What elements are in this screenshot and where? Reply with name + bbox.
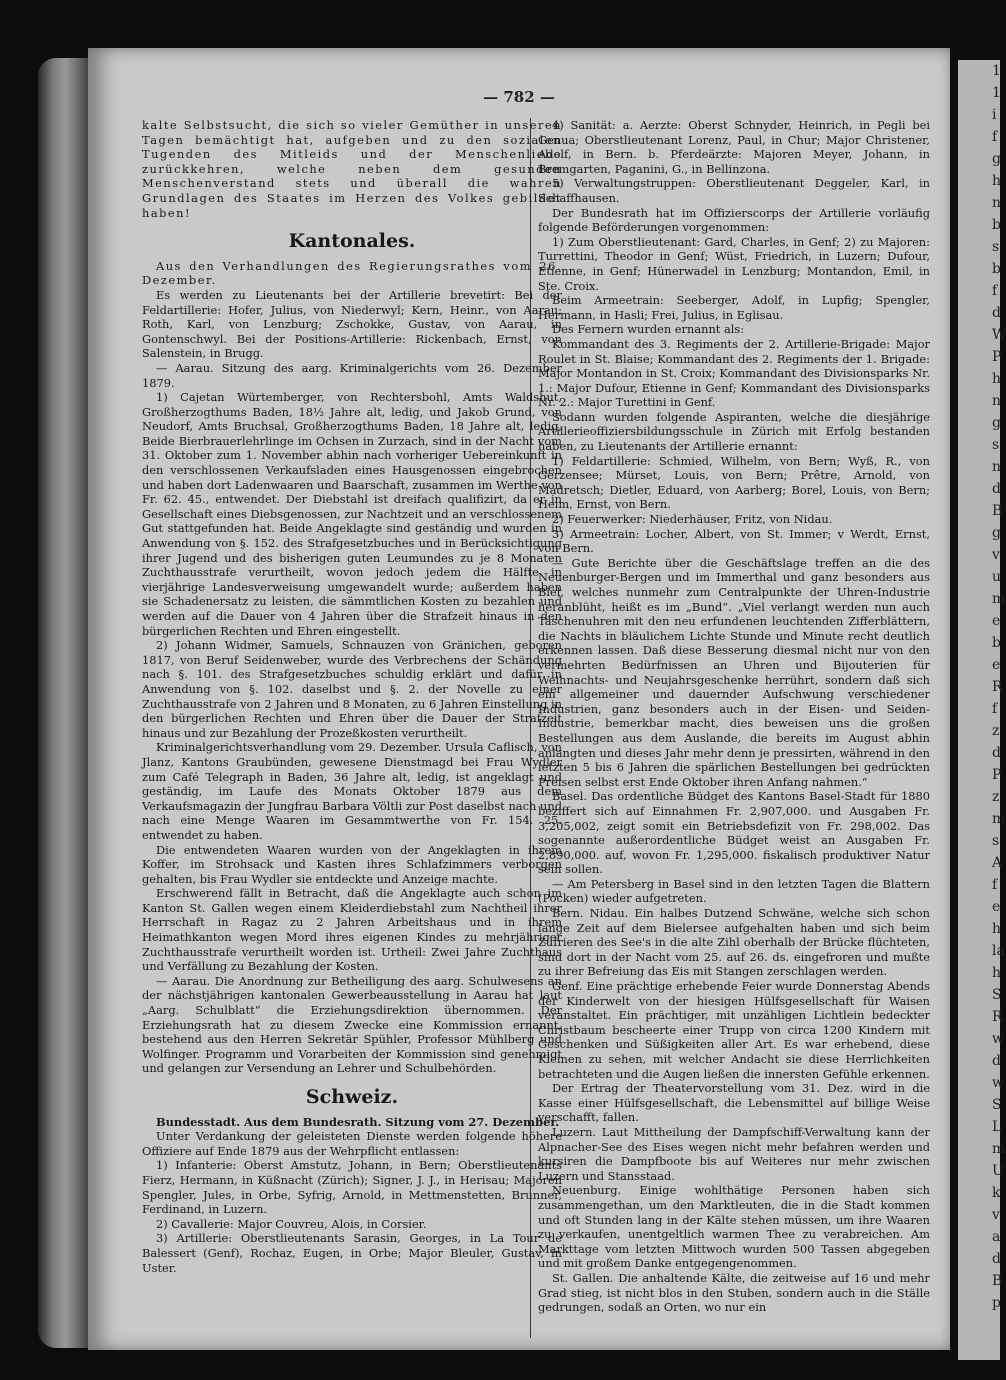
article-paragraph: 2) Cavallerie: Major Couvreu, Alois, in Corsier. bbox=[156, 1216, 427, 1231]
page-header bbox=[88, 88, 950, 106]
next-page-fragment: m bbox=[992, 811, 1006, 827]
article-paragraph: 3) Armeetrain: Locher, Albert, von St. Immer; v Werdt, Ernst, von Bern. bbox=[538, 526, 930, 556]
next-page-fragment: b bbox=[992, 261, 1001, 277]
article-paragraph: Unter Verdankung der geleisteten Dienste werden folgende höhere Offiziere auf Ende 1879 aus der Wehrpflicht entlassen: bbox=[142, 1129, 562, 1158]
next-page-fragment: d bbox=[992, 1053, 1001, 1069]
article-paragraph: — Aarau. Die Anordnung zur Betheiligung des aarg. Schulwesens an der nächstjährigen kantonalen Gewerbeausstellung in Aarau hat laut „Aarg. Schulblatt“ die Erziehungsdirektion übernommen. Der Erziehungsrath hat zu diesem Zwecke eine Kommission ernannt, bestehend aus den Herren Sekretär Spühler, Professor Mühlberg und Wolfinger. Programm und Vorarbeiten der Kommission sind genehmigt und gelangen zur Versendung an Lehrer und Schulbehörden. bbox=[142, 973, 562, 1076]
next-page-fragment: f bbox=[992, 877, 998, 893]
next-page-fragment: z bbox=[992, 789, 1000, 805]
next-page-strip bbox=[958, 60, 1006, 1360]
next-page-fragment: d bbox=[992, 745, 1001, 761]
next-page-fragment: s bbox=[992, 239, 1000, 255]
next-page-fragment: h bbox=[992, 965, 1002, 981]
article-paragraph: — Gute Berichte über die Geschäftslage treffen an die des Neuenburger-Bergen und im Immerthal und ganz besonders aus Biel, welches nunmehr zum Centralpunkte der Uhren-Industrie heranblüht, heißt es im „Bund“. „Viel verlangt werden nun auch Taschenuhren mit den neu erfundenen leuchtenden Zifferblättern, die Nachts in bläulichem Lichte Stunde und Minute recht deutlich erkennen lassen. Daß diese Besserung diesmal nicht nur von den vermehrten Bedürfnissen an Uhren und Bijouterien für Weihnachts- und Neujahrsgeschenke herrührt, sondern daß sich ein allgemeiner und dauernder Aufschwung verschiedener Industrien, ganz besonders auch in der Eisen- und Seiden-Industrie, bemerkbar macht, dies beweisen uns die großen Bestellungen aus dem Auslande, die bereits im August abhin anlangten und dieses Jahr mehr denn je pressirten, während in den letzten 5 bis 6 Jahren die spärlichen Bestellungen bei gedrückten Preisen selbst erst Ende Oktober ihren Anfang nahmen.“ bbox=[538, 555, 930, 789]
next-page-fragment: h bbox=[992, 921, 1002, 937]
next-page-fragment: P bbox=[992, 767, 1002, 783]
next-page-fragment: n bbox=[992, 459, 1002, 475]
article-paragraph: 1) Infanterie: Oberst Amstutz, Johann, in Bern; Oberstlieutenants Fierz, Hermann, in Küßnacht (Zürich); Signer, J. J., in Herisau; Majoren Spengler, Jules, in Orbe, Syfrig, Arnold, in Mettmenstetten, Brunner, Ferdinand, in Luzern. bbox=[142, 1158, 562, 1217]
next-page-fragment: e bbox=[992, 657, 1001, 673]
next-page-fragment: i bbox=[992, 107, 997, 123]
article-paragraph: — Am Petersberg in Basel sind in den letzten Tagen die Blattern (Pocken) wieder aufgetreten. bbox=[538, 876, 930, 906]
next-page-fragment: f bbox=[992, 129, 998, 145]
article-paragraph: Neuenburg. Einige wohlthätige Personen haben sich zusammengethan, um den Marktleuten, die in die Stadt kommen und oft Stunden lang in der Kälte stehen müssen, um ihre Waaren zu verkaufen, unentgeltlich warmen Thee zu verabreichen. Am Markttage vom letzten Mittwoch wurden 500 Tassen abgegeben und mit großem Danke entgegengenommen. bbox=[538, 1183, 930, 1271]
article-paragraph: Basel. Das ordentliche Büdget des Kantons Basel-Stadt für 1880 beziffert sich auf Einnahmen Fr. 2,907,000. und Ausgaben Fr. 3,205,002, zeigt somit ein Betriebsdefizit von Fr. 298,002. Das sogenannte außerordentliche Büdget weist an Ausgaben Fr. 2,890,000. auf, wovon Fr. 1,295,000. fiskalisch produktiver Natur sein sollen. bbox=[538, 789, 930, 877]
article-paragraph: Die entwendeten Waaren wurden von der Angeklagten in ihrem Koffer, im Strohsack und Kasten ihres Schlafzimmers verborgen gehalten, bis Frau Wydler sie entdeckte und Anzeige machte. bbox=[142, 842, 562, 886]
next-page-fragment: v bbox=[992, 1207, 1000, 1223]
article-paragraph: Kommandant des 3. Regiments der 2. Artillerie-Brigade: Major Roulet in St. Blaise; Kommandant des 2. Regiments der 1. Brigade: Major Montandon in St. Croix; Kommandant des Divisionsparks Nr. 1.: Major Dufour, Etienne in Genf; Kommandant des Divisionsparks Nr. 2.: Major Turettini in Genf. bbox=[538, 336, 930, 410]
article-paragraph: Beim Armeetrain: Seeberger, Adolf, in Lupfig; Spengler, Hermann, in Hasli; Frei, Julius, in Eglisau. bbox=[538, 293, 930, 322]
article-paragraph: Der Bundesrath hat im Offizierscorps der Artillerie vorläufig folgende Beförderungen vorgenommen: bbox=[538, 205, 930, 235]
article-paragraph: Kriminalgerichtsverhandlung vom 29. Dezember. Ursula Caflisch, von Jlanz, Kantons Graubünden, gewesene Dienstmagd bei Frau Wydler zum Café Telegraph in Baden, 36 Jahre alt, ledig, ist angeklagt und geständig, im Laufe des Monats Oktober 1879 aus dem Verkaufsmagazin der Jungfrau Barbara Völtli zur Post daselbst nach und nach eine Menge Waaren im Gesammtwerthe von Fr. 154. 25. entwendet zu haben. bbox=[142, 740, 562, 842]
article-paragraph: Genf. Eine prächtige erhebende Feier wurde Donnerstag Abends der Kinderwelt von der hiesigen Hülfsgesellschaft für Waisen veranstaltet. Ein prächtiger, mit unzähligen Lichtlein bedeckter Christbaum bescheerte einer Trupp von circa 1200 Kindern mit Geschenken und Süßigkeiten aller Art. Es war erhebend, diese Kleinen zu sehen, mit welcher Andacht sie diese Herrlichkeiten betrachteten und die Augen ließen die innersten Gefühle erkennen. bbox=[538, 979, 930, 1081]
next-page-fragment: e bbox=[992, 899, 1001, 915]
next-page-fragment: b bbox=[992, 217, 1001, 233]
left-column bbox=[142, 118, 562, 1275]
article-paragraph: 1) Feldartillerie: Schmied, Wilhelm, von Bern; Wyß, R., von Gerzensee; Mürset, Louis, von Bern; Prêtre, Arnold, von Madretsch; Dietler, Eduard, von Aarberg; Borel, Louis, von Bern; Heim, Ernst, von Bern. bbox=[538, 453, 930, 512]
article-paragraph: Bern. Nidau. Ein halbes Dutzend Schwäne, welche sich schon lange Zeit auf dem Bielersee aufgehalten haben und sich beim Zufrieren des See's in die alte Zihl oberhalb der Brücke flüchteten, sind dort in der Nacht vom 25. auf 26. ds. eingefroren und mußte zu ihrer Befreiung das Eis mit Stangen zerschlagen werden. bbox=[538, 906, 930, 979]
next-page-fragment: n bbox=[992, 393, 1002, 409]
next-page-fragment: z bbox=[992, 723, 1000, 739]
next-page-fragment: d bbox=[992, 481, 1001, 497]
next-page-fragment: p bbox=[992, 1295, 1001, 1311]
next-page-fragment: f bbox=[992, 701, 998, 717]
section-title-kantonales: Kantonales. bbox=[288, 230, 416, 253]
next-page-fragment: d bbox=[992, 305, 1001, 321]
article-paragraph: 1) Cajetan Würtemberger, von Rechtersbohl, Amts Waldshut, Großherzogthums Baden, 18½ Jahre alt, ledig, und Jakob Grund, von Neudorf, Amts Bruchsal, Großherzogthums Baden, 18 Jahre alt, ledig, Beide Bierbrauerlehrlinge im Ochsen in Zurzach, sind in der Nacht vom 31. Oktober zum 1. November abhin nach vorheriger Uebereinkunft in den verschlossenen Verkaufsladen eines Hausgenossen eingebrochen und haben dort Ladenwaaren und Baarschaft, zusammen im Werthe von Fr. 62. 45., entwendet. Der Diebstahl ist dreifach qualifizirt, da er in Gesellschaft eines Diebsgenossen, zur Nachtzeit und an verschlossenem Gut stattgefunden hat. Beide Angeklagte sind geständig und wurden in Anwendung von §. 152. des Strafgesetzbuches und in Berücksichtigung ihrer Jugend und des bisherigen guten Leumundes zu je 8 Monaten Zuchthausstrafe verurtheilt, wovon jedoch jedem die Hälfte in vierjährige Landesverweisung umgewandelt wurde; außerdem haben sie Schadenersatz zu leisten, die sämmtlichen Kosten zu bezahlen und werden auf die Dauer von 4 Jahren über die Strafzeit hinaus in den bürgerlichen Rechten und Ehren eingestellt. bbox=[142, 390, 562, 638]
next-page-fragment: g bbox=[992, 151, 1001, 167]
article-paragraph: 4) Sanität: a. Aerzte: Oberst Schnyder, Heinrich, in Pegli bei Genua; Oberstlieutenant Lorenz, Paul, in Chur; Major Christener, Adolf, in Bern. b. Pferdeärzte: Majoren Meyer, Johann, in Bremgarten, Paganini, G., in Bellinzona. bbox=[538, 118, 930, 176]
article-paragraph: 2) Johann Widmer, Samuels, Schnauzen von Gränichen, geboren 1817, von Beruf Seidenweber, wurde des Verbrechens der Schändung nach §. 101. des Strafgesetzbuches schuldig erklärt und dafür in Anwendung von §. 102. daselbst und §. 2. der Novelle zu einer Zuchthausstrafe von 2 Jahren und 8 Monaten, zu 6 Jahren Einstellung in den bürgerlichen Rechten und Ehren über die Dauer der Strafzeit hinaus und zur Bezahlung der Prozeßkosten verurtheilt. bbox=[142, 638, 563, 740]
next-page-fragment: b bbox=[992, 635, 1001, 651]
next-page-fragment: m bbox=[992, 591, 1006, 607]
next-page-fragment: w bbox=[992, 1031, 1004, 1047]
next-page-fragment: f bbox=[992, 283, 998, 299]
next-page-fragment: e bbox=[992, 613, 1001, 629]
next-page-fragment: R bbox=[992, 1009, 1003, 1025]
section-title-schweiz: Schweiz. bbox=[305, 1086, 399, 1108]
next-page-fragment: W bbox=[992, 327, 1006, 343]
next-page-fragment: g bbox=[992, 525, 1001, 541]
article-paragraph: Es werden zu Lieutenants bei der Artillerie brevetirt: Bei der Feldartillerie: Hofer, Julius, von Niederwyl; Kern, Heinr., von Aarau; Roth, Karl, von Lenzburg; Zschokke, Gustav, von Aarau, in Gontenschwyl. Bei der Positions-Artillerie: Rickenbach, Ernst, von Salenstein, in Brugg. bbox=[142, 287, 562, 361]
next-page-fragment: k bbox=[992, 1185, 1001, 1201]
article-paragraph: 1) Zum Oberstlieutenant: Gard, Charles, in Genf; 2) zu Majoren: Turrettini, Theodor in Genf; Wüst, Friedrich, in Luzern; Dufour, Etienne, in Genf; Hünerwadel in Lenzburg; Montandon, Emil, in Ste. Croix. bbox=[538, 234, 930, 293]
next-page-fragment: P bbox=[992, 349, 1002, 365]
article-paragraph: St. Gallen. Die anhaltende Kälte, die zeitweise auf 16 und mehr Grad stieg, ist nicht blos in den Stuben, sondern auch in die Ställe gedrungen, sodaß an Orten, wo nur ein bbox=[538, 1270, 930, 1315]
article-paragraph: Erschwerend fällt in Betracht, daß die Angeklagte auch schon im Kanton St. Gallen wegen einem Kleiderdiebstahl zum Nachtheil ihrer Herrschaft in Ragaz zu 2 Jahren Arbeitshaus und in ihrem Heimathkanton wegen Mord ihres eigenen Kindes zu mehrjähriger Zuchthausstrafe verurtheilt worden ist. Urtheil: Zwei Jahre Zuchthaus und Verfällung zu Bezahlung der Kosten. bbox=[142, 886, 562, 974]
next-page-fragment: u bbox=[992, 569, 1002, 585]
next-page-fragment: A bbox=[992, 855, 1003, 871]
next-page-fragment: 1 bbox=[992, 85, 1001, 101]
newspaper-page bbox=[88, 48, 950, 1350]
article-paragraph: Der Ertrag der Theatervorstellung vom 31. Dez. wird in die Kasse einer Hülfsgesellschaft, die Lebensmittel auf billige Weise verschafft, fallen. bbox=[538, 1081, 930, 1125]
next-page-fragment: d bbox=[992, 1251, 1001, 1267]
next-page-fragment: n bbox=[992, 195, 1002, 211]
article-paragraph: Sodann wurden folgende Aspiranten, welche die diesjährige Artillerieoffiziersbildungsschule in Zürich mit Erfolg bestanden haben, zu Lieutenants der Artillerie ernannt: bbox=[538, 409, 930, 454]
next-page-fragment: U bbox=[992, 1163, 1004, 1179]
article-paragraph: 5) Verwaltungstruppen: Oberstlieutenant Deggeler, Karl, in Schaffhausen. bbox=[538, 176, 930, 205]
next-page-fragment: m bbox=[992, 1141, 1006, 1157]
next-page-fragment: R bbox=[992, 679, 1003, 695]
next-page-fragment: 1 bbox=[992, 63, 1001, 79]
next-page-fragment: B bbox=[992, 503, 1003, 519]
article-paragraph: — Aarau. Sitzung des aarg. Kriminalgerichts vom 26. Dezember 1879. bbox=[142, 360, 562, 390]
article-paragraph: 3) Artillerie: Oberstlieutenants Sarasin, Georges, in La Tour de Balessert (Genf), Rochaz, Eugen, in Orbe; Major Bleuler, Gustav, in Uster. bbox=[142, 1231, 562, 1275]
page-number: — 782 — bbox=[483, 88, 555, 106]
article-paragraph: Luzern. Laut Mittheilung der Dampfschiff-Verwaltung kann der Alpnacher-See des Eises wegen nicht mehr befahren werden und kursiren die Dampfboote bis auf Weiteres nur mehr zwischen Luzern und Stansstaad. bbox=[538, 1124, 930, 1183]
next-page-fragment: g bbox=[992, 415, 1001, 431]
next-page-fragment: S bbox=[992, 987, 1002, 1003]
next-page-fragment: la bbox=[992, 943, 1005, 959]
next-page-fragment: S bbox=[992, 1097, 1002, 1113]
next-page-fragment: h bbox=[992, 371, 1002, 387]
book-spine-edge bbox=[38, 58, 88, 1348]
intro-paragraph: kalte Selbstsucht, die sich so vieler Gemüther in unseren Tagen bemächtigt hat, aufgeben und zu den sozialen Tugenden des Mitleids und der Menschenliebe zurückkehren, welche neben dem gesunden Menschenverstand stets und überall die wahren Grundlagen des Staates im Herzen des Volkes gebildet haben! bbox=[142, 118, 562, 220]
next-page-fragment: s bbox=[992, 833, 1000, 849]
next-page-fragment: B bbox=[992, 1273, 1003, 1289]
article-paragraph: Aus den Verhandlungen des Regierungsrathes vom 26. Dezember. bbox=[142, 258, 562, 288]
next-page-fragment: w bbox=[992, 1075, 1004, 1091]
article-paragraph: Des Fernern wurden ernannt als: bbox=[552, 322, 745, 337]
next-page-fragment: v bbox=[992, 547, 1000, 563]
right-column bbox=[538, 118, 930, 1315]
next-page-fragment: L bbox=[992, 1119, 1002, 1135]
article-paragraph: Bundesstadt. Aus dem Bundesrath. Sitzung vom 27. Dezember. bbox=[156, 1114, 560, 1129]
next-page-fragment: s bbox=[992, 437, 1000, 453]
next-page-fragment: a bbox=[992, 1229, 1001, 1245]
article-paragraph: 2) Feuerwerker: Niederhäuser, Fritz, von Nidau. bbox=[552, 512, 833, 527]
next-page-fragment: h bbox=[992, 173, 1002, 189]
